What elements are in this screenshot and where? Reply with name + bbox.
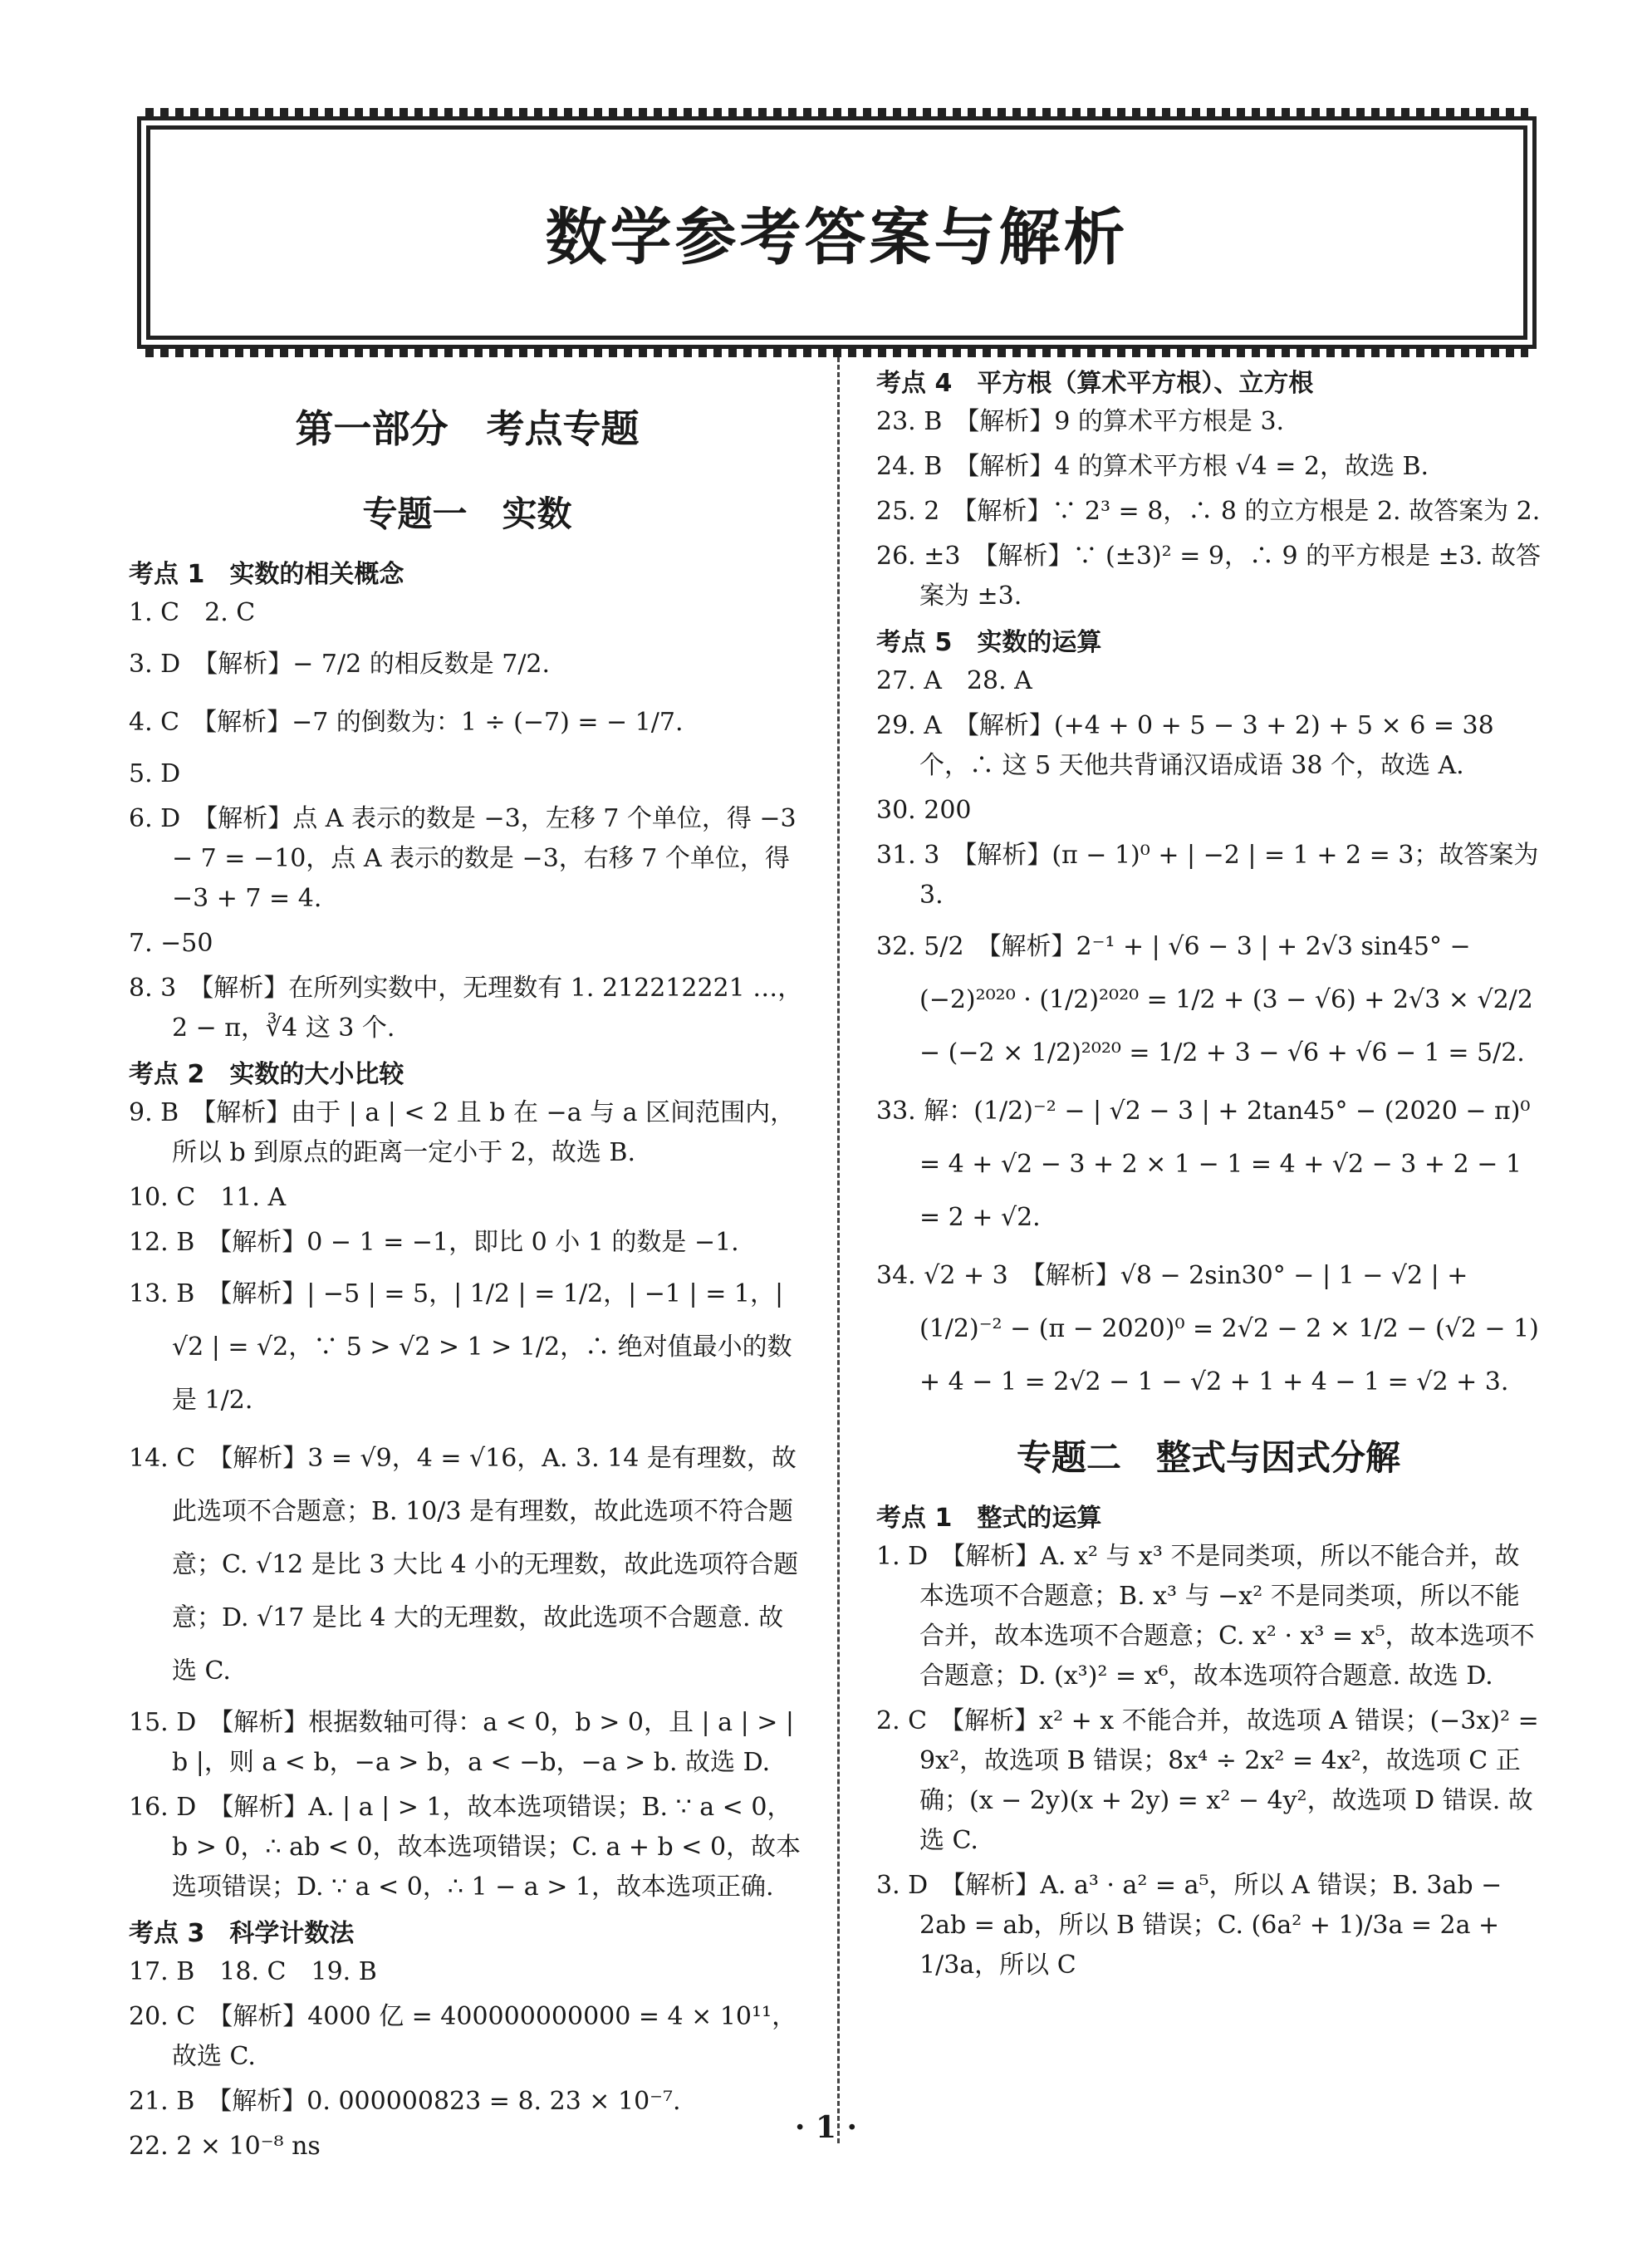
answer-item: 1. D 【解析】A. x² 与 x³ 不是同类项，所以不能合并，故本选项不合题意；B. x³ 与 −x² 不是同类项，所以不能合并，故本选项不合题意；C. x² · x³ = x⁵，故本选项不合题意；D. (x³)² = x⁶，故本选项符合题意. 故选 D. [876,1542,1535,1691]
answer-item: 29. A 【解析】(+4 + 0 + 5 − 3 + 2) + 5 × 6 = 38 个，∴ 这 5 天他共背诵汉语成语 38 个，故选 A. [876,711,1494,780]
answer-item: 22. 2 × 10⁻⁸ ns [129,2132,321,2161]
answer-item: 3. D 【解析】− 7/2 的相反数是 7/2. [129,650,551,679]
answer-item: 13. B 【解析】| −5 | = 5，| 1/2 | = 1/2，| −1 | = 1，| √2 | = √2，∵ 5 > √2 > 1 > 1/2，∴ 绝对值最小的数是 1/2. [129,1279,792,1415]
answer-item: 3. D 【解析】A. a³ · a² = a⁵，所以 A 错误；B. 3ab − 2ab = ab，所以 B 错误；C. (6a² + 1)/3a = 2a + 1/3a，所以 C [876,1871,1502,1980]
document-title: 数学参考答案与解析 [545,202,1129,273]
answer-item: 26. ±3 【解析】∵ (±3)² = 9，∴ 9 的平方根是 ±3. 故答案为 ±3. [876,542,1541,611]
part-title: 第一部分 考点专题 [295,406,640,451]
answer-item: 2. C 【解析】x² + x 不能合并，故选项 A 错误；(−3x)² = 9x²，故选项 B 错误；8x⁴ ÷ 2x² = 4x²，故选项 C 正确；(x − 2y)(x + 2y) = x² − 4y²，故选项 D 错误. 故选 C. [876,1706,1539,1855]
answer-item: 5. D [129,759,181,788]
answer-item: 17. B 18. C 19. B [129,1957,377,1986]
section-heading: 考点 1 实数的相关概念 [129,560,404,589]
answer-item: 33. 解：(1/2)⁻² − | √2 − 3 | + 2tan45° − (2020 − π)⁰ = 4 + √2 − 3 + 2 × 1 − 1 = 4 + √2 − 3 + 2 − 1 = 2 + √2. [876,1097,1531,1232]
page-number: · 1 · [794,2110,858,2145]
answer-item: 15. D 【解析】根据数轴可得：a < 0，b > 0，且 | a | > | b |，则 a < b，−a > b，a < −b，−a > b. 故选 D. [129,1708,795,1777]
answer-item: 9. B 【解析】由于 | a | < 2 且 b 在 −a 与 a 区间范围内，所以 b 到原点的距离一定小于 2，故选 B. [129,1098,796,1167]
section-heading: 考点 3 科学计数法 [129,1919,355,1948]
answer-item: 25. 2 【解析】∵ 2³ = 8，∴ 8 的立方根是 2. 故答案为 2. [876,497,1541,526]
right-column [876,357,1541,1990]
answer-item: 6. D 【解析】点 A 表示的数是 −3，左移 7 个单位，得 −3 − 7 = −10，点 A 表示的数是 −3，右移 7 个单位，得 −3 + 7 = 4. [129,804,797,913]
answer-item: 27. A 28. A [876,666,1032,695]
answer-item: 21. B 【解析】0. 000000823 = 8. 23 × 10⁻⁷. [129,2087,681,2116]
section-heading: 考点 1 整式的运算 [876,1504,1102,1533]
answer-item: 23. B 【解析】9 的算术平方根是 3. [876,407,1285,436]
answer-item: 7. −50 [129,929,213,958]
answer-item: 20. C 【解析】4000 亿 = 400000000000 = 4 × 10¹¹，故选 C. [129,2002,797,2071]
column-divider [837,357,840,2143]
section-heading: 考点 5 实数的运算 [876,628,1102,657]
answer-item: 8. 3 【解析】在所列实数中，无理数有 1. 212212221 …，2 − π，∛4 这 3 个. [129,974,803,1043]
answer-item: 12. B 【解析】0 − 1 = −1，即比 0 小 1 的数是 −1. [129,1228,739,1257]
answer-item: 4. C 【解析】−7 的倒数为：1 ÷ (−7) = − 1/7. [129,708,684,737]
answer-item: 24. B 【解析】4 的算术平方根 √4 = 2，故选 B. [876,452,1429,481]
answer-item: 31. 3 【解析】(π − 1)⁰ + | −2 | = 1 + 2 = 3；故答案为 3. [876,841,1539,910]
answer-item: 10. C 11. A [129,1183,287,1212]
topic-title-2: 专题二 整式与因式分解 [1016,1437,1400,1478]
answer-item: 32. 5/2 【解析】2⁻¹ + | √6 − 3 | + 2√3 sin45° − (−2)²⁰²⁰ · (1/2)²⁰²⁰ = 1/2 + (3 − √6) + 2√3 × √2/2 − (−2 × 1/2)²⁰²⁰ = 1/2 + 3 − √6 + √6 − 1 = 5/2. [876,932,1533,1068]
section-heading: 考点 2 实数的大小比较 [129,1060,404,1089]
answer-item: 34. √2 + 3 【解析】√8 − 2sin30° − | 1 − √2 | + (1/2)⁻² − (π − 2020)⁰ = 2√2 − 2 × 1/2 − (√2 − 1) + 4 − 1 = 2√2 − 1 − √2 + 1 + 4 − 1 = √2 + 3. [876,1261,1539,1396]
answer-item: 14. C 【解析】3 = √9，4 = √16，A. 3. 14 是有理数，故此选项不合题意；B. 10/3 是有理数，故此选项不符合题意；C. √12 是比 3 大比 4 小的无理数，故此选项符合题意；D. √17 是比 4 大的无理数，故此选项不合题意. 故选 C. [129,1444,799,1686]
answer-item: 16. D 【解析】A. | a | > 1，故本选项错误；B. ∵ a < 0，b > 0，∴ ab < 0，故本选项错误；C. a + b < 0，故本选项错误；D. ∵ a < 0，∴ 1 − a > 1，故本选项正确. [129,1793,801,1902]
topic-title-1: 专题一 实数 [362,493,572,534]
answer-item: 1. C 2. C [129,598,256,627]
section-heading: 考点 4 平方根（算术平方根）、立方根 [876,369,1314,398]
answer-item: 30. 200 [876,796,972,825]
title-banner [137,116,1537,349]
left-column [129,357,806,2172]
